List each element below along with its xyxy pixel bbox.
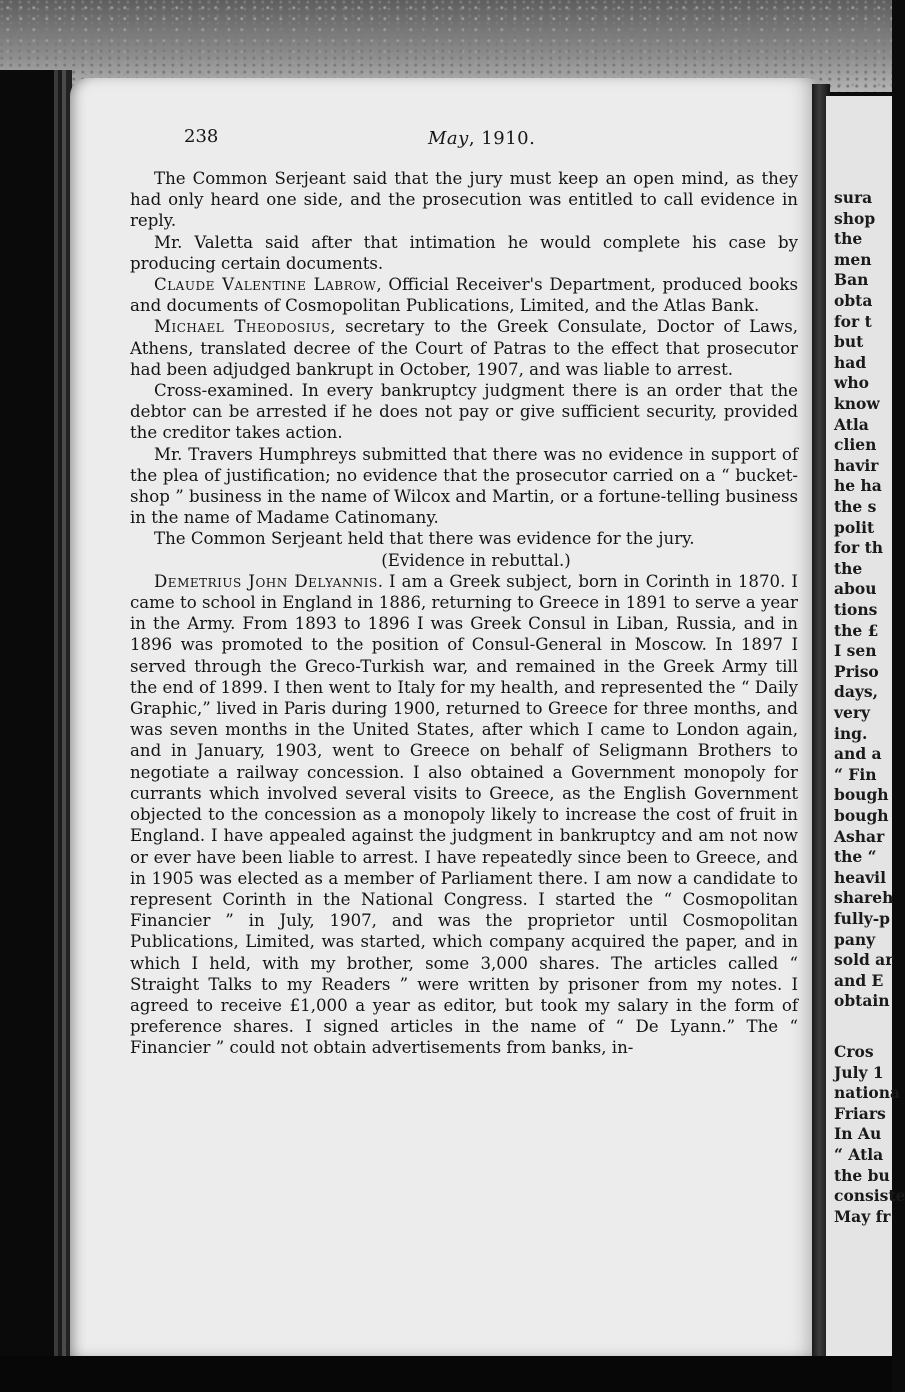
right-page-fragment: very [834,703,871,722]
paragraph: Mr. Valetta said after that intimation he would complete his case by producing certain documents. [130,232,798,273]
right-page-fragment: shop [834,208,876,228]
right-page-fragment: Cros [834,1042,874,1061]
right-page-fragment: he ha [834,476,882,496]
right-page-fragment: nationa [834,1083,901,1103]
right-page-fragment: obta [834,291,873,310]
right-page-fragment: shareh [834,888,894,908]
right-page-fragment: fully-p [834,909,890,928]
right-page-fragment: days, [834,682,879,702]
right-page-fragment: polit [834,517,875,537]
paragraph [130,316,798,380]
right-page-fragment: heavil [834,867,886,887]
right-page-fragment: the bu [834,1165,890,1185]
right-page-fragment: tions [834,600,878,619]
paragraph-text: , Official Receiver's Department, produced books and documents of Cosmopolitan Publications, Limited, and the Atlas Bank. [130,275,799,316]
page-header [110,126,810,154]
right-page-fragment: who [834,373,869,393]
right-page-fragment: obtain [834,991,890,1011]
scan-bottom-background [0,1356,892,1392]
right-page-fragment: Atla [834,414,869,434]
right-page-fragment: In Au [834,1124,882,1144]
right-page-edge [826,96,905,1356]
right-page-fragment: the s [834,497,877,516]
right-page-fragment: ing. [834,723,868,743]
right-page-fragment: “ Fin [834,764,877,784]
right-page-fragment: and E [834,970,884,990]
right-page-fragment: had [834,352,867,372]
right-page-fragment: sold ar [834,950,894,970]
right-page-fragment: consiste [834,1186,905,1206]
right-page-fragment: but [834,332,864,352]
right-page-fragment: May fr [834,1206,891,1226]
paragraph: Mr. Travers Humphreys submitted that there was no evidence in support of the plea of justification; no evidence that the prosecutor carried on a “ bucket-shop ” business in the name of Wilcox and Martin, or a fortune-telling business in the name of Madame Catinomany. [130,444,798,528]
right-page-fragment: the [834,558,863,578]
running-head [428,128,535,149]
right-page-fragment: July 1 [834,1062,884,1082]
paragraph: Cross-examined. In every bankruptcy judgment there is an order that the debtor can be arrested if he does not pay or give sufficient security, provided the creditor takes action. [130,381,798,443]
right-page-fragment: know [834,394,880,413]
testimony-text: . I am a Greek subject, born in Corinth in 1870. I came to school in England in 1886, returning to Greece in 1891 to serve a year in the Army. From 1893 to 1896 I was Greek Consul in Liban, Russia, and in 1896 was promoted to the position of Consul-General in Moscow. In 1897 I served through the Greco-Turkish war, and remained in the Greek Army till the end of 1899. I then went to Italy for my health, and represented the “ Daily Graphic,” lived in Paris during 1900, returned to Greece for three months, and was seven months in the United States, after which I came to London again, and in January, 1903, went to Greece on behalf of Seligmann Brothers to negotiate a railway concession. I also obtained a Government monopoly for currants which involved several visits to Greece, as the English Government objected to the concession as a monopoly likely to increase the cost of fruit in England. I have appealed against the judgment in bankruptcy and am not now or ever have been liable to arrest. I have repeatedly since been to Greece, and in 1905 was elected as a member of Parliament there. I am now a candidate to represent Corinth in the National Congress. I started the “ Cosmopolitan Financier ” in July, 1907, and was the proprietor until Cosmopolitan Publications, Limited, was started, which company acquired the paper, and in which I held, with my brother, some 3,000 shares. The articles called “ Straight Talks to my Readers ” were written by prisoner from my notes. I agreed to receive £1,000 a year as editor, but took my salary in the form of preference shares. I signed articles in the name of “ De Lyann.” The “ Financier ” could not obtain advertisements from banks, in- [130,571,798,1058]
paragraph: The Common Serjeant said that the jury must keep an open mind, as they had only heard one side, and the prosecution was entitled to call evidence in reply. [130,169,798,231]
right-page-fragment: men [834,249,872,269]
running-head-year: , 1910. [468,128,536,149]
right-page-fragment: the £ [834,620,879,640]
witness-name: Claude Valentine Labrow [154,275,377,295]
right-page-fragment: clien [834,435,877,455]
right-page-fragment: bough [834,806,889,825]
right-page-fragment: Priso [834,661,879,681]
right-page-fragment: for t [834,311,872,331]
right-page-fragment: and a [834,744,882,764]
testimony-paragraph [130,571,798,1059]
right-page-fragment: “ Atla [834,1145,884,1164]
witness-name: Michael Theodosius [154,317,331,337]
right-page-fragment: Ban [834,270,869,290]
paragraph: The Common Serjeant held that there was evidence for the jury. [154,529,695,549]
page-number: 238 [184,126,219,147]
right-page-fragment: Friars [834,1103,886,1123]
right-page-fragment: I sen [834,641,877,661]
right-page-fragment: pany [834,929,876,949]
paragraph [130,274,798,316]
right-page-fragment: havir [834,455,879,475]
book-page-edges [0,70,72,1392]
right-page-fragment: the [834,229,863,249]
section-heading: (Evidence in rebuttal.) [381,550,571,570]
right-page-fragment: Ashar [834,826,885,846]
right-page-fragment: for th [834,538,883,558]
right-page-fragment: sura [834,188,873,207]
running-head-month: May [428,128,469,149]
right-page-fragment: bough [834,785,889,805]
paragraph-text: , secretary to the Greek Consulate, Doctor of Laws, Athens, translated decree of the Court of Patras to the effect that prosecutor had been adjudged bankrupt in October, 1907, and was liable to arrest. [130,317,798,379]
witness-name: Demetrius John Delyannis [154,571,378,591]
page-body [130,168,798,1059]
right-page-fragment: abou [834,579,877,599]
right-page-fragment: the “ [834,847,877,867]
